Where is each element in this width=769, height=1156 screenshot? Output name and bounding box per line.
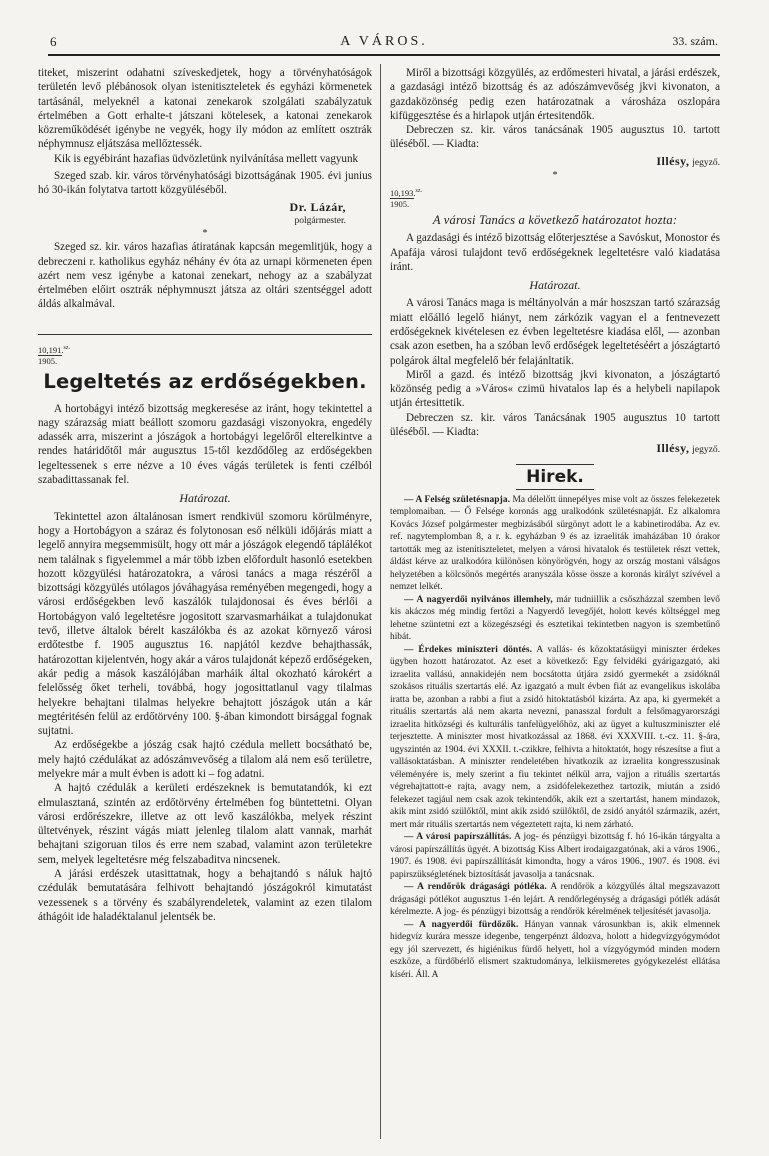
ref-year: 1905. xyxy=(390,198,414,209)
news-item xyxy=(390,594,720,644)
paragraph: Tekintettel azon általánosan ismert rendkivül szomoru körülményre, hogy a Hortobágyon a száraz és folytonosan eső nélküli időjárás miatt a legelő annyira megsemmisült, hogy ott már a jószágok elegendő táplálékot nem találnak s figyelemmel a már több izben előfordult hasonló esetekben hozott közgyülési határozatokra, a városi tanács a maga részéről a bizottsági közgyülés utólagos jóváhagyása reményében megengedi, hogy a városi erdőségekben levő kaszálók tulajdonosai és éves bérlői a Hortobágyon való legeltetésre jogositott szarvasmarháikat a tulajdonukat tevő, illetve általok bérelt kaszálókba és az azokat környező városi erdőtestbe f. 1905 augusztus 16. napjától kezdve behajthassák, határozottan kijelentvén, hogy akár a város tulajdonát képező erdőségeken, akár pedig a mások kaszálójában marháik által okozható károkért a felelősség őket terheli, továbbá, hogy jogosittatlanul vagy tilalmas helyekre behajtani tilalmas helyekre behajtott jószágok után a kár megtéritésén felül az erdőtörvény 100. §-ában kimondott birsággal fognak sujtatni. xyxy=(38,510,372,738)
news-item-body: A jog- és pénzügyi bizottság f. hó 16-ikán tárgyalta a városi papírszállítás ügyét. A bizottság Kiss Albert irodaigazgatónak, aki a város 1906., 1907. és 1908. évi papírszállítását kimondta, hogy a város 1906., 1907. és 1908. évi papirszükségletének biztosítását javasolja a tanácsnak. xyxy=(390,832,721,880)
subheading: Határozat. xyxy=(179,491,231,506)
reference-number xyxy=(38,343,372,366)
news-item xyxy=(390,831,720,881)
paragraph: Miről a gazd. és intéző bizottság jkvi kivonaton, a jószágtartó közönség pedig a »Város« czimü hivatalos lap és a helybeli napilapok utján értesittetik. xyxy=(390,368,720,410)
paragraph: A hajtó czédulák a kerületi erdészeknek is bemutatandók, ki ezt elmulasztaná, szintén az erdőtörvény értelmében fog büntettetni. Olyan városi erdőrészekre, illetve az ott levő kaszálókba, melyek részint ültetvények, részint vágás miatt jelenleg tilalom alatt vannak, marhát behajtani szigoruan tilos és erre nem szabad, valamint azon területekre sem, melyek legeltetésre még felszabaditva nincsenek. xyxy=(38,782,372,866)
news-item-body: Hányan vannak városunkban is, akik elmennek hidegvíz kurára messze idegenbe, tengerpénzt áldozva, holott a hidegvízgyógymódot egy jól szervezett, és higiénikus fürdő helyett, hol a vízgyógymód minden modern eszköze, a fürdőbérlő elismert szaktudománya, lelkiismeretes gyógykezelést ellátása kíséri. Áll. A xyxy=(390,919,721,980)
news-section-heading xyxy=(390,464,720,490)
news-item-title: — A rendőrök drágasági pótléka. xyxy=(404,882,547,893)
paragraph: Az erdőségekbe a jószág csak hajtó czédula mellett bocsátható be, mely hajtó czédulákat az adószámvevőség a tilalom alá nem eső területre, melyekre már a mult évben is adott ki – fog adatni. xyxy=(38,739,372,780)
issue-number: 33. szám. xyxy=(672,34,718,48)
paragraph: Debreczen sz. kir. város tanácsának 1905 augusztus 10. tartott üléséből. — Kiadta: xyxy=(390,124,720,151)
signature xyxy=(390,441,720,457)
separator-star: * xyxy=(552,170,558,182)
signature-name: Illésy, xyxy=(656,153,690,168)
paragraph: Szeged sz. kir. város hazafias átiratának kapcsán megemlitjük, hogy a debreczeni r. katholikus egyház néhány év óta az urnapi körmeneten épen azért nem vesz igénybe a katonai zenekart, nehogy az a szabályzat értelmében előirt osztrák néphymnuszt játsza az oltári szentséggel adott áldás alkalmával. xyxy=(38,241,372,311)
ref-sup: sz. xyxy=(415,188,422,195)
news-item xyxy=(390,644,720,832)
page-header xyxy=(50,34,718,54)
ref-sup: sz. xyxy=(63,344,70,351)
right-column xyxy=(390,66,720,981)
paragraph: A városi Tanács maga is méltányolván a már hoszszan tartó szárazság miatt előálló legelő hiányt, nem zárkózik vagyan el a fentnevezett erdőségeknek kivételesen ez évben legeltetésre kiadása elől, — azonban csak azon esetben, ha a szóban levő erdőségek legeltetéséért a jószágtartó polgárok által megfelelő bér felajánltatik. xyxy=(390,297,720,367)
signature-title: jegyző. xyxy=(692,445,720,456)
ref-num: 10,191. xyxy=(38,344,64,355)
ref-num: 10,193. xyxy=(390,187,416,198)
paragraph: titeket, miszerint odahatni szíveskedjetek, hogy a törvényhatóságok területén levő plébánosok olyan istenitiszteletek és egyházi körmenetek tartásánál, melyeknél a katonai zenekarok szolgálati szabályzatuk értelmében a Gott erhalte-t játszani kötelesek, a katonai zenekarok közreműködését igénybe ne vegyék, hogy ily módon az említett osztrák néphymnusz eljátszása mellőztessék. xyxy=(38,67,372,151)
ref-year: 1905. xyxy=(38,355,62,366)
news-item-body: már tudniillik a csőszházzal szemben levő kis akáczos még mindig fertőzi a Nagyerdő levegőjét, holott kevés költséggel meg lehetne szüntetni ezt a közegészségi és esztetikai tekintetben nagyon is szembetűnő hibát. xyxy=(390,594,720,643)
paragraph: Kik is egyébiránt hazafias üdvözletünk nyilvánítása mellett vagyunk xyxy=(54,152,359,165)
separator-star: * xyxy=(202,228,208,240)
news-item-title: — A Felség születésnapja. xyxy=(404,494,511,505)
news-item-title: — Érdekes miniszteri döntés. xyxy=(404,644,533,655)
column-divider xyxy=(380,64,381,1139)
header-rule xyxy=(48,54,720,56)
news-item-title: — A nagyerdői nyilvános illemhely, xyxy=(404,594,553,605)
paragraph: A gazdasági és intéző bizottság előterjesztése a Savóskut, Monostor és Apafája városi tulajdont tevő erdőségeknek legeltetésre való kiadatása iránt. xyxy=(390,232,720,273)
news-item-body: A vallás- és közoktatásügyi miniszter érdekes ügyben hozott határozatot. Az eset a következő: Egy felvidéki gyárigazgató, aki izraelita vallású, annakidején nem bocsátotta útjára zsidó gyermekét a zsidóknál szokásos rituális szertartás elé. Az igazgató a mult évben fiát az evangelikus iskolába iratta be, azonban a rabbi a fiut a zsidó hitoktatásból kizárta. Az apa, ki gyermekét a rituális szertartás alá nem akarta nevezni, panasszal fordult a felsőmagyarországi izraelita hitközségi és kulturális tanfelügyelőhöz, aki az ügyet a kultuszminiszter elé terjesztette. A miniszter most hivatkozással az 1868. évi XXXVIII. t.-cz. 11. §-ára, ugyszintén az 1904. évi XXXII. t.-czikkre, felhivta a hitoktatót, hogy részesítse a fiut a vallásoktatásban. A miniszter rendeletében hivatkozik az izraelita kongresszusinak véleményére is, mely szerint a fiu tekintet nélkül arra, vajjon a rituális szertartás végrehajtattott-e rajta, avagy nem, a zsidófelekezethez tartozik, miután a zsidó felekezet tagjául nem csak azok tekintendők, akik ezt a szertartást, hanem mindazok, akik mint zsidó szülőktől, mint akik zsidó szülőktől, de zsidó anyától származik, azért, mert már rituális szertartás nem végeztetett rajta, ki nem zárható. xyxy=(390,644,720,830)
italic-lead: A városi Tanács a következő határozatot hozta: xyxy=(432,212,678,227)
left-column xyxy=(38,66,372,924)
article-title: Legeltetés az erdőségekben. xyxy=(43,369,367,393)
paragraph: Szeged szab. kir. város törvényhatósági bizottságának 1905. évi junius hó 30-ikán folytatva tartott közgyüléséből. xyxy=(38,170,372,197)
reference-number xyxy=(390,186,720,209)
news-item-title: — A városi papírszállítás. xyxy=(404,832,512,843)
masthead-title: A VÁROS. xyxy=(340,34,428,49)
section-rule xyxy=(38,334,372,335)
news-item xyxy=(390,919,720,982)
signature-name: Dr. Lázár, xyxy=(289,199,346,214)
news-item xyxy=(390,494,720,594)
news-heading-text: Hirek. xyxy=(516,464,594,490)
news-item-title: — A nagyerdői fürdőzők. xyxy=(404,919,519,930)
subheading: Határozat. xyxy=(529,278,581,293)
signature xyxy=(38,200,372,215)
paragraph: Miről a bizottsági közgyülés, az erdőmesteri hivatal, a járási erdészek, a gazdasági intéző bizottság és az adószámvevőség jkvi kivonaton, a gazdaközönség pedig ezen határozatnak a városháza oszlopára kifüggesztése és a hirlapok utján értesitendők. xyxy=(390,67,720,122)
page-number: 6 xyxy=(50,34,57,49)
news-item-body: A rendőrök a közgyűlés által megszavazott drágasági pótlékot augusztus 1-én lejárt. A rendőrlegénység a drágasági pótlék adását kérelmezte. A jog- és pénzügyi bizottság a rendőrök kérelmének teljesítését javasolja. xyxy=(390,882,721,918)
signature xyxy=(390,154,720,170)
signature-title: jegyző. xyxy=(692,157,720,168)
signature-name: Illésy, xyxy=(656,441,690,456)
news-item-body: Ma délelőtt ünnepélyes mise volt az összes felekezetek templomaiban. — Ő Felsége koronás agg uralkodónk születésnapját. Ez alkalomra Kovács József polgármester megbizásából sürgönyt adott le a kabinetirodába. Az ev. ref. nagytemplomban 8, a r. k. egyházban 9 és az izraeliták imaházában 10 órakor tartották meg az istenitiszteletet, melyen a városi hivatalok és testületek részt vettek, áldást kérve az uralkodóra különösen könyörögvén, hogy az ország mostani válságos helyzetében a kölcsönös megértés aranyszála kösse össze a koronás királyt szívével a nemzet lelkét. xyxy=(390,494,720,593)
paragraph: A járási erdészek utasittatnak, hogy a behajtandó s náluk hajtó czédulák bemutatására felhivott behajtandó jószágokról kimutatást vezessenek s a törvény és szabályrendeletek, valamint az ezen tilalom áthágóit ide haladéktalanul jelentsék be. xyxy=(38,868,372,923)
paragraph: A hortobágyi intéző bizottság megkeresése az iránt, hogy tekintettel a nagy szárazság miatt beállott szomoru gazdasági viszonyokra, engedély adassék arra, miszerint a jószágok a hortobágyi legelőről elterelkintve a rendes határidőtől már augusztus 15-től kezdődőleg az erdőségekben legeltessenek s erre nézve a 10 éves vágás területek is fenti czélból szabadittassanak fel. xyxy=(38,402,372,487)
paragraph: Debreczen sz. kir. város Tanácsának 1905 augusztus 10 tartott üléséből. — Kiadta: xyxy=(390,411,720,439)
news-item xyxy=(390,881,720,919)
signature-title: polgármester. xyxy=(294,215,346,226)
